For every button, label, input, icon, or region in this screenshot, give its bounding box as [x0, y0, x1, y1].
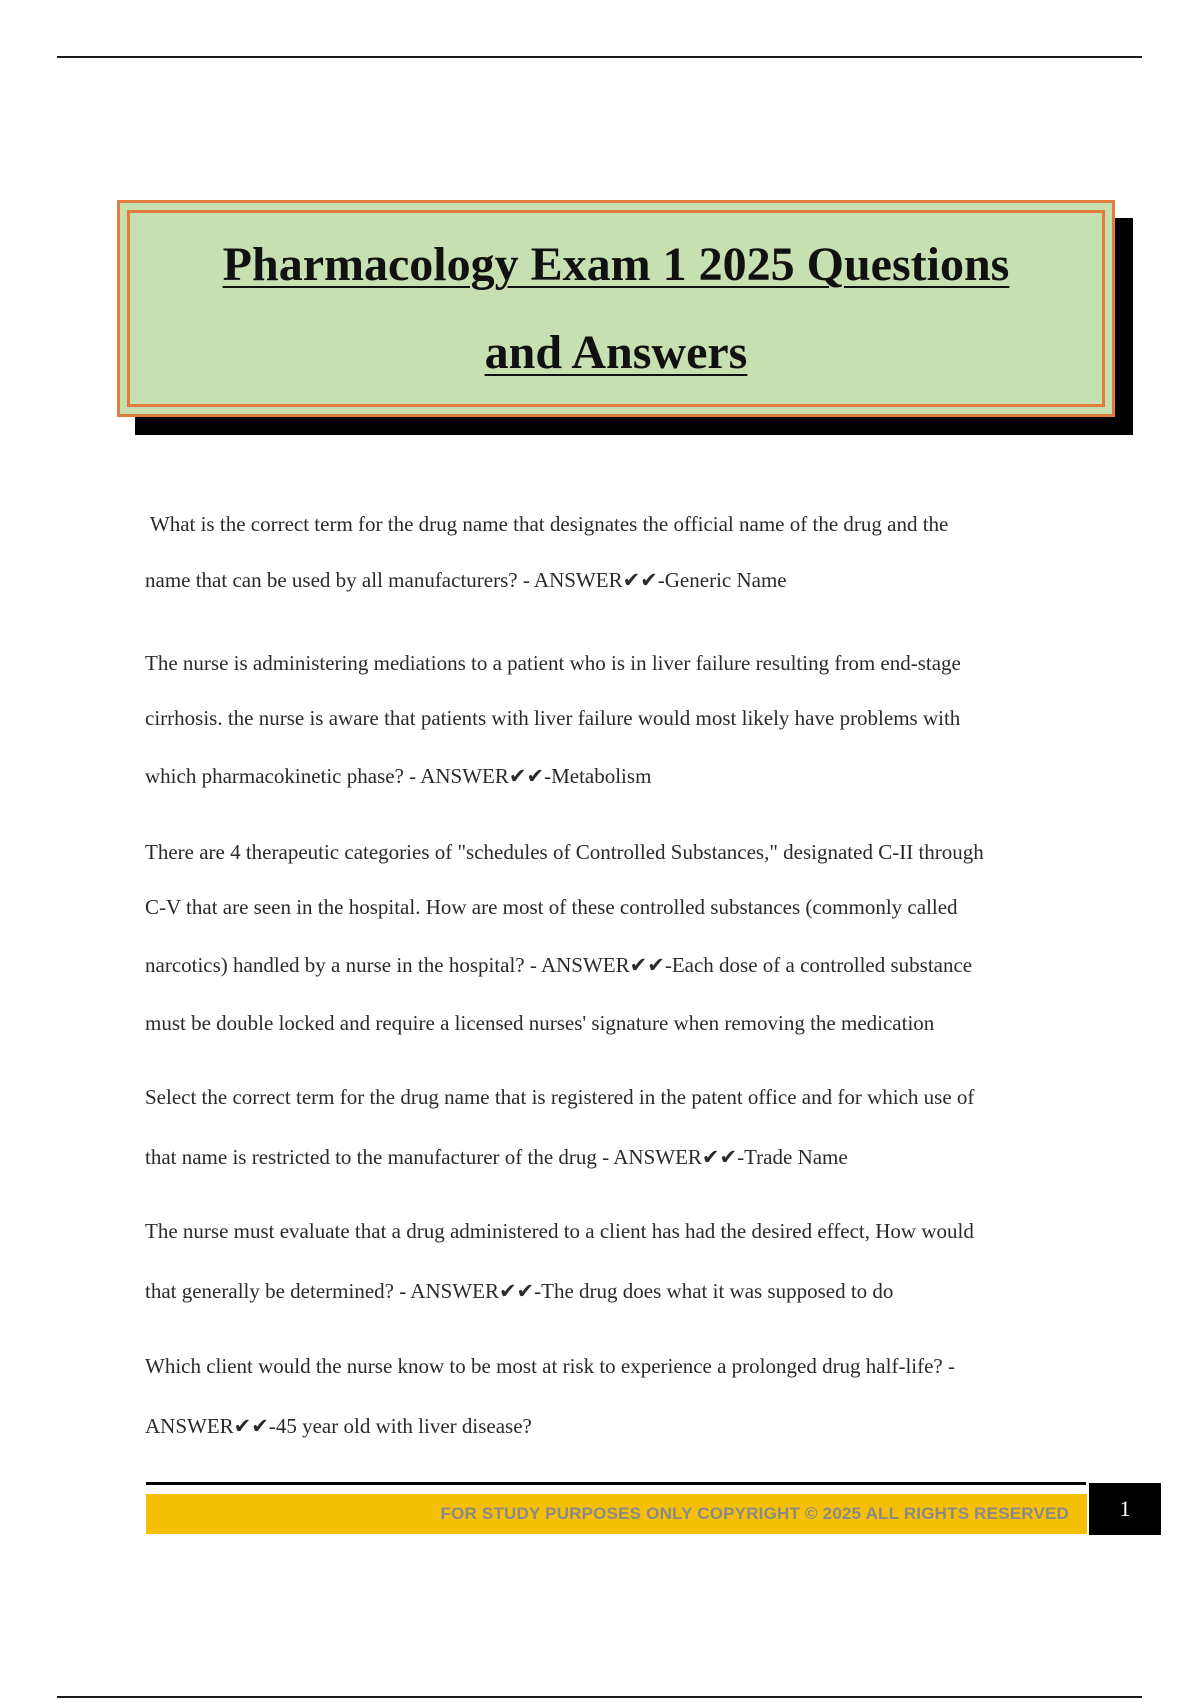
qa-item-5 [145, 1219, 1090, 1304]
qa-line: Which client would the nurse know to be most at risk to experience a prolonged drug half-life? - [145, 1354, 955, 1378]
bottom-rule [57, 1696, 1142, 1698]
qa-line: The nurse is administering mediations to a patient who is in liver failure resulting from end-stage [145, 651, 961, 675]
qa-line: cirrhosis. the nurse is aware that patients with liver failure would most likely have problems with [145, 706, 961, 730]
page-title [120, 221, 1112, 397]
qa-line: There are 4 therapeutic categories of "schedules of Controlled Substances," designated C-II through [145, 840, 984, 864]
qa-line: that name is restricted to the manufacturer of the drug - ANSWER✔✔-Trade Name [145, 1145, 848, 1169]
top-rule [57, 56, 1142, 58]
title-banner [117, 200, 1115, 417]
qa-line: must be double locked and require a licensed nurses' signature when removing the medication [145, 1011, 935, 1035]
footer-copyright: FOR STUDY PURPOSES ONLY COPYRIGHT © 2025 ALL RIGHTS RESERVED [440, 1504, 1069, 1523]
page-title-line-1: Pharmacology Exam 1 2025 Questions [222, 238, 1010, 291]
qa-item-6 [145, 1354, 1090, 1439]
page-title-line-2: and Answers [484, 326, 748, 379]
qa-item-3 [145, 840, 1090, 1036]
page-number: 1 [1089, 1483, 1161, 1535]
qa-line: What is the correct term for the drug name that designates the official name of the drug and the [145, 512, 949, 536]
qa-line: Select the correct term for the drug name that is registered in the patent office and for which use of [145, 1085, 975, 1109]
qa-line: C-V that are seen in the hospital. How are most of these controlled substances (commonly called [145, 895, 958, 919]
qa-line: name that can be used by all manufacturers? - ANSWER✔✔-Generic Name [145, 568, 787, 592]
qa-item-1 [145, 512, 1090, 593]
qa-line: narcotics) handled by a nurse in the hospital? - ANSWER✔✔-Each dose of a controlled substance [145, 953, 973, 977]
qa-line: The nurse must evaluate that a drug administered to a client has had the desired effect, How would [145, 1219, 974, 1243]
qa-line: that generally be determined? - ANSWER✔✔-The drug does what it was supposed to do [145, 1279, 894, 1303]
footer-bar [146, 1494, 1087, 1534]
qa-item-2 [145, 651, 1090, 789]
qa-line: ANSWER✔✔-45 year old with liver disease? [145, 1414, 532, 1438]
qa-line: which pharmacokinetic phase? - ANSWER✔✔-Metabolism [145, 764, 652, 788]
footer-rule [146, 1482, 1086, 1485]
qa-item-4 [145, 1085, 1090, 1170]
